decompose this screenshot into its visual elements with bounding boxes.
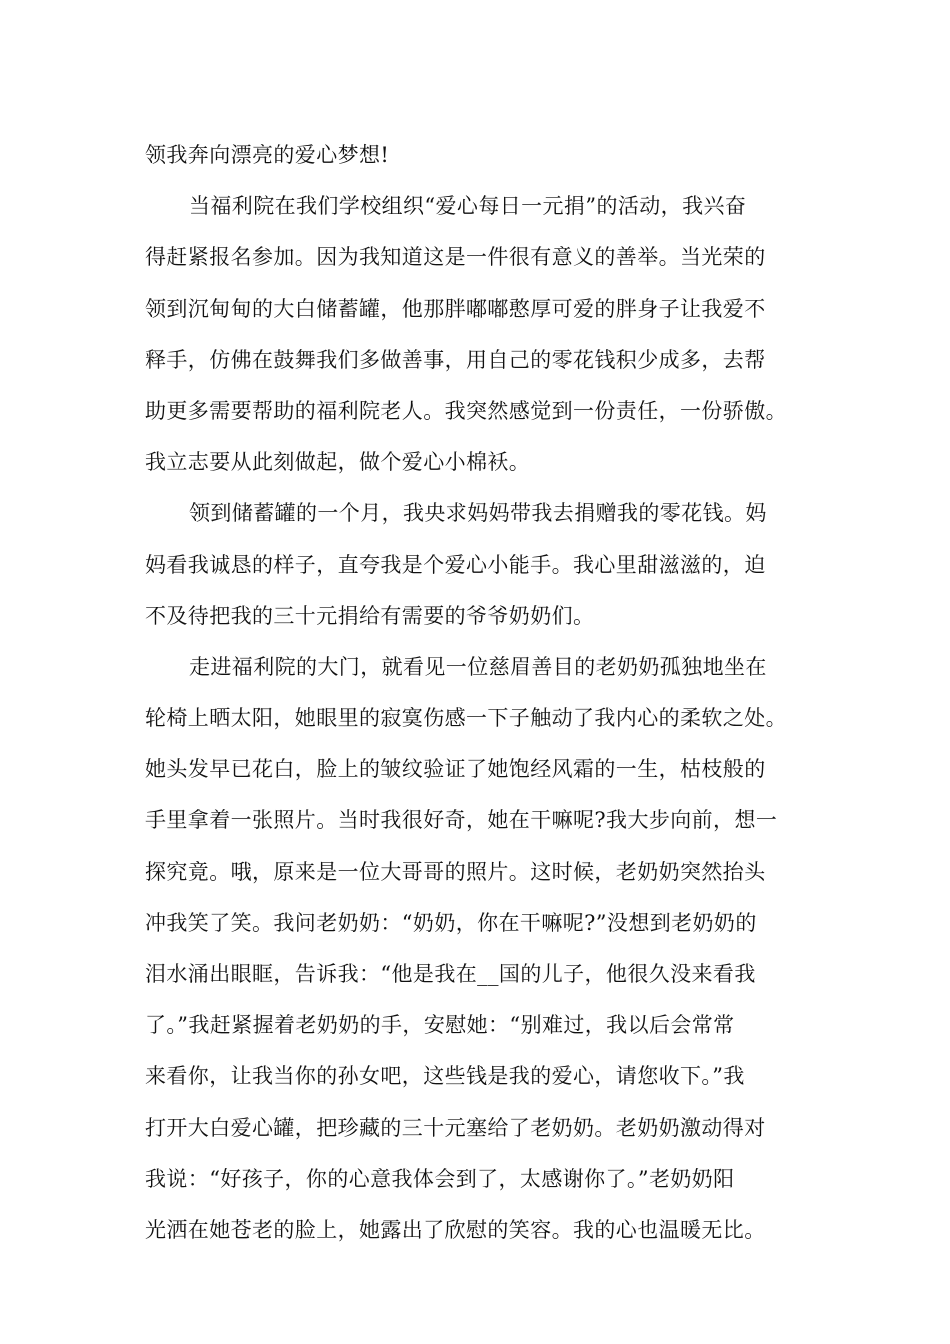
text-line: 释手，仿佛在鼓舞我们多做善事，用自己的零花钱积少成多，去帮	[145, 347, 766, 372]
text-line: 轮椅上晒太阳，她眼里的寂寞伤感一下子触动了我内心的柔软之处。	[145, 706, 787, 731]
text-line: 手里拿着一张照片。当时我很好奇，她在干嘛呢?我大步向前，想一	[145, 808, 778, 833]
paragraph-first-line: 走进福利院的大门，就看见一位慈眉善目的老奶奶孤独地坐在	[189, 654, 767, 679]
text-line: 打开大白爱心罐，把珍藏的三十元塞给了老奶奶。老奶奶激动得对	[145, 1115, 766, 1140]
body-text	[145, 130, 835, 1256]
text-line: 助更多需要帮助的福利院老人。我突然感觉到一份责任，一份骄傲。	[145, 398, 787, 423]
text-line: 得赶紧报名参加。因为我知道这是一件很有意义的善举。当光荣的	[145, 245, 766, 270]
text-line: 领我奔向漂亮的爱心梦想!	[145, 143, 390, 167]
text-line: 光洒在她苍老的脸上，她露出了欣慰的笑容。我的心也温暖无比。	[145, 1217, 766, 1242]
text-line: 泪水涌出眼眶，告诉我：“他是我在__国的儿子，他很久没来看我	[145, 962, 756, 986]
paragraph-first-line: 领到储蓄罐的一个月，我央求妈妈带我去捐赠我的零花钱。妈	[189, 501, 767, 526]
text-line: 探究竟。哦，原来是一位大哥哥的照片。这时候，老奶奶突然抬头	[145, 859, 766, 884]
text-line: 她头发早已花白，脸上的皱纹验证了她饱经风霜的一生，枯枝般的	[145, 757, 766, 782]
text-line: 领到沉甸甸的大白储蓄罐，他那胖嘟嘟憨厚可爱的胖身子让我爱不	[145, 296, 766, 321]
text-line: 了。”我赶紧握着老奶奶的手，安慰她：“别难过，我以后会常常	[145, 1013, 735, 1038]
text-line: 冲我笑了笑。我问老奶奶：“奶奶，你在干嘛呢?”没想到老奶奶的	[145, 910, 757, 935]
paragraph-first-line: 当福利院在我们学校组织“爱心每日一元捐”的活动，我兴奋	[189, 194, 747, 219]
text-line: 我说：“好孩子，你的心意我体会到了，太感谢你了。”老奶奶阳	[145, 1166, 735, 1191]
text-line: 来看你，让我当你的孙女吧，这些钱是我的爱心，请您收下。”我	[145, 1064, 745, 1089]
text-line: 我立志要从此刻做起，做个爱心小棉袄。	[145, 450, 531, 475]
text-line: 妈看我诚恳的样子，直夸我是个爱心小能手。我心里甜滋滋的，迫	[145, 552, 766, 577]
text-line: 不及待把我的三十元捐给有需要的爷爷奶奶们。	[145, 603, 595, 628]
